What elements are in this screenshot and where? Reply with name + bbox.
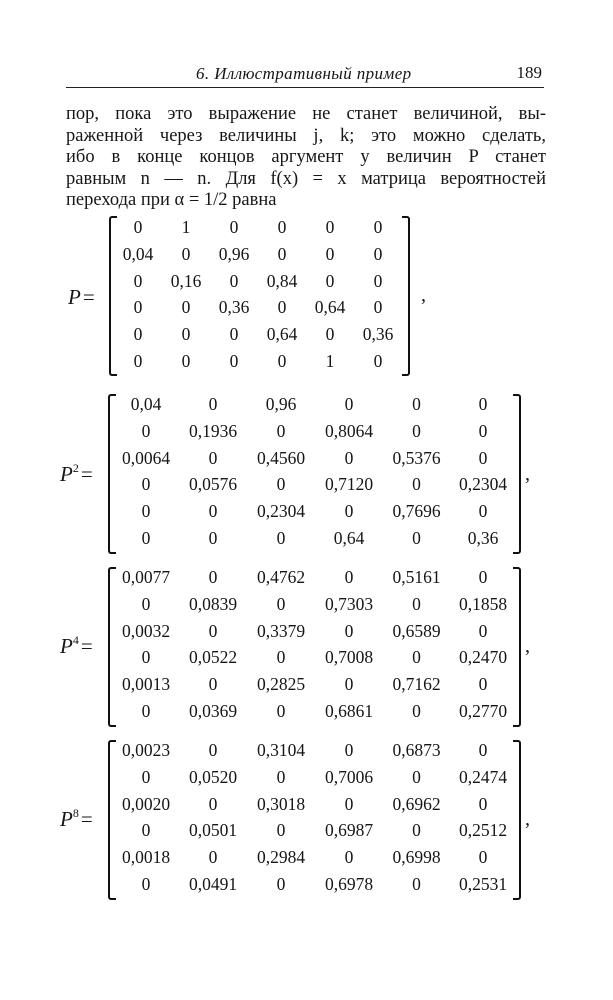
matrix-cell: 0,64 <box>266 324 298 345</box>
page-number: 189 <box>516 63 542 82</box>
matrix-cell: 0,64 <box>333 527 365 548</box>
matrix-cell: 0 <box>478 793 488 814</box>
matrix-cell: 0,0018 <box>121 847 171 868</box>
text-line: равным n — n. Для f(x) = x матрица вероятностей <box>66 168 546 189</box>
matrix-cell: 0,96 <box>218 243 250 264</box>
matrix-label: $P^2=$ <box>60 461 93 486</box>
matrix-cell: 0,6589 <box>392 620 441 641</box>
matrix-cell: 0 <box>141 873 151 894</box>
text-line: перехода при α = 1/2 равна <box>66 190 277 210</box>
running-head <box>66 63 544 88</box>
trailing-comma: , <box>525 463 530 485</box>
matrix-cell: 0 <box>141 474 151 495</box>
matrix-cell: 0 <box>229 324 239 345</box>
matrix-cell: 0,0576 <box>188 474 238 495</box>
matrix-cell: 0 <box>208 501 218 522</box>
matrix-cell: 0,0064 <box>121 447 171 468</box>
matrix-cell: 0,7006 <box>324 766 374 787</box>
matrix-cell: 0 <box>141 820 151 841</box>
matrix-cell: 0 <box>181 350 191 371</box>
trailing-comma: , <box>525 635 530 657</box>
matrix-cell: 0 <box>478 447 488 468</box>
matrix-cell: 0 <box>373 270 383 291</box>
matrix-cell: 0 <box>133 297 143 318</box>
matrix-cell: 0 <box>133 350 143 371</box>
text-line: ибо в конце концов аргумент у величин P станет <box>66 147 546 167</box>
matrix-cell: 0 <box>478 420 488 441</box>
matrix-cell: 0 <box>325 217 335 237</box>
matrix-cell: 0,0501 <box>188 820 238 841</box>
matrix-cell: 0,36 <box>467 527 499 548</box>
matrix-cell: 0 <box>478 620 488 641</box>
matrix-cell: 0,3379 <box>256 620 306 641</box>
matrix-cell: 0,6861 <box>324 700 374 721</box>
matrix-cell: 0 <box>141 420 151 441</box>
matrix-cell: 0 <box>412 474 421 495</box>
matrix-cell: 0 <box>208 740 218 760</box>
matrix-cell: 0 <box>133 270 143 291</box>
matrix-cell: 0 <box>344 567 354 587</box>
matrix-cell: 0,7303 <box>324 593 374 614</box>
matrix-cell: 0 <box>181 297 191 318</box>
matrix-cell: 0 <box>208 447 218 468</box>
matrix-cell: 0 <box>277 297 287 318</box>
matrix-cell: 0,2531 <box>458 873 508 894</box>
matrix-cell: 0,36 <box>218 297 250 318</box>
matrix-cell: 0 <box>208 620 218 641</box>
right-bracket <box>513 394 521 554</box>
matrix-cell: 0 <box>277 243 287 264</box>
matrix-grid <box>113 564 516 725</box>
matrix-cell: 0 <box>208 793 218 814</box>
matrix-cell: 0,0369 <box>188 700 238 721</box>
matrix-grid <box>113 737 516 898</box>
matrix-cell: 0,0013 <box>121 674 171 695</box>
matrix-cell: 0 <box>478 394 488 414</box>
matrix-cell: 0 <box>344 793 354 814</box>
matrix-cell: 0 <box>412 647 421 668</box>
matrix-cell: 0,7120 <box>324 474 374 495</box>
matrix-cell: 0,1936 <box>188 420 238 441</box>
matrix-cell: 0 <box>276 593 286 614</box>
matrix-cell: 0 <box>373 217 383 237</box>
matrix-label: $P^8=$ <box>60 806 93 831</box>
matrix-cell: 0 <box>208 674 218 695</box>
matrix-cell: 0 <box>133 324 143 345</box>
matrix-cell: 0,7696 <box>392 501 441 522</box>
matrix-cell: 0 <box>478 674 488 695</box>
text-line: раженной через величины j, k; это можно сделать, <box>66 125 546 146</box>
right-bracket <box>513 740 521 900</box>
matrix-cell: 0,1858 <box>458 593 508 614</box>
matrix-cell: 0,3018 <box>256 793 306 814</box>
matrix-cell: 0,2770 <box>458 700 508 721</box>
matrix-label: $P^4=$ <box>60 633 93 658</box>
matrix-cell: 0,7162 <box>392 674 441 695</box>
matrix-cell: 0,96 <box>265 394 297 414</box>
matrix-cell: 0,0491 <box>188 873 238 894</box>
matrix-cell: 0,5161 <box>392 567 441 587</box>
matrix-cell: 0 <box>325 270 335 291</box>
matrix-cell: 0,16 <box>170 270 202 291</box>
matrix-cell: 0 <box>478 501 488 522</box>
matrix-cell: 0,2474 <box>458 766 508 787</box>
matrix-cell: 0,2304 <box>458 474 508 495</box>
matrix-cell: 1 <box>181 217 191 237</box>
matrix-cell: 0 <box>412 873 421 894</box>
matrix-cell: 0 <box>412 700 421 721</box>
matrix-cell: 0,6998 <box>392 847 441 868</box>
matrix-cell: 0,0520 <box>188 766 238 787</box>
trailing-comma: , <box>525 808 530 830</box>
matrix-cell: 0 <box>276 700 286 721</box>
matrix-cell: 0 <box>412 593 421 614</box>
matrix-cell: 0 <box>276 420 286 441</box>
matrix-cell: 0 <box>478 847 488 868</box>
matrix-cell: 0,4762 <box>256 567 306 587</box>
matrix-cell: 0,2512 <box>458 820 508 841</box>
matrix-cell: 0 <box>478 567 488 587</box>
matrix-cell: 0,6987 <box>324 820 374 841</box>
matrix-cell: 0 <box>181 324 191 345</box>
matrix-cell: 0,04 <box>130 394 162 414</box>
matrix-cell: 0 <box>344 394 354 414</box>
matrix-cell: 0 <box>277 350 287 371</box>
matrix-cell: 0 <box>276 527 286 548</box>
matrix-cell: 0,0839 <box>188 593 238 614</box>
matrix-cell: 0,04 <box>122 243 154 264</box>
matrix-cell: 0 <box>141 647 151 668</box>
matrix-cell: 0,6873 <box>392 740 441 760</box>
matrix-cell: 0 <box>141 700 151 721</box>
matrix-cell: 0,84 <box>266 270 298 291</box>
matrix-cell: 0,8064 <box>324 420 374 441</box>
matrix-cell: 0 <box>141 527 151 548</box>
trailing-comma: , <box>421 284 426 306</box>
matrix-cell: 0 <box>229 217 239 237</box>
matrix-cell: 0 <box>412 766 421 787</box>
right-bracket <box>513 567 521 727</box>
matrix-cell: 0 <box>344 447 354 468</box>
matrix-cell: 0,6962 <box>392 793 441 814</box>
matrix-cell: 0 <box>208 567 218 587</box>
matrix-cell: 0,64 <box>314 297 346 318</box>
matrix-cell: 0 <box>181 243 191 264</box>
matrix-cell: 0 <box>325 243 335 264</box>
matrix-cell: 0,2984 <box>256 847 306 868</box>
matrix-label: P= <box>68 285 95 309</box>
matrix-cell: 0 <box>344 501 354 522</box>
matrix-cell: 0,5376 <box>392 447 441 468</box>
matrix-cell: 0 <box>373 297 383 318</box>
matrix-cell: 0,2304 <box>256 501 306 522</box>
matrix-cell: 0 <box>229 350 239 371</box>
matrix-grid <box>114 214 402 375</box>
matrix-cell: 0 <box>373 350 383 371</box>
matrix-cell: 0 <box>141 501 151 522</box>
matrix-cell: 0 <box>344 740 354 760</box>
matrix-cell: 0 <box>325 324 335 345</box>
matrix-cell: 0 <box>276 647 286 668</box>
matrix-cell: 0 <box>373 243 383 264</box>
matrix-cell: 0 <box>412 420 421 441</box>
matrix-cell: 0 <box>412 820 421 841</box>
matrix-cell: 0,6978 <box>324 873 374 894</box>
matrix-cell: 0,0023 <box>121 740 171 760</box>
matrix-cell: 1 <box>325 350 335 371</box>
matrix-cell: 0 <box>344 847 354 868</box>
right-bracket <box>402 216 410 376</box>
matrix-cell: 0 <box>276 820 286 841</box>
matrix-cell: 0 <box>344 674 354 695</box>
matrix-grid <box>113 391 516 552</box>
matrix-cell: 0 <box>229 270 239 291</box>
matrix-cell: 0,7008 <box>324 647 374 668</box>
matrix-cell: 0,36 <box>362 324 394 345</box>
matrix-cell: 0 <box>276 873 286 894</box>
matrix-cell: 0 <box>478 740 488 760</box>
matrix-cell: 0 <box>141 593 151 614</box>
matrix-cell: 0 <box>141 766 151 787</box>
matrix-cell: 0,0077 <box>121 567 171 587</box>
matrix-cell: 0 <box>277 217 287 237</box>
matrix-cell: 0,0032 <box>121 620 171 641</box>
matrix-cell: 0 <box>208 847 218 868</box>
paragraph <box>66 104 546 212</box>
text-line: пор, пока это выражение не станет величиной, вы- <box>66 104 546 124</box>
matrix-cell: 0 <box>208 527 218 548</box>
matrix-cell: 0 <box>412 527 421 548</box>
matrix-cell: 0 <box>412 394 421 414</box>
matrix-cell: 0 <box>276 474 286 495</box>
matrix-cell: 0,0522 <box>188 647 238 668</box>
matrix-cell: 0,4560 <box>256 447 306 468</box>
matrix-cell: 0 <box>344 620 354 641</box>
matrix-cell: 0 <box>133 217 143 237</box>
matrix-cell: 0 <box>208 394 218 414</box>
matrix-cell: 0,2825 <box>256 674 306 695</box>
matrix-cell: 0,2470 <box>458 647 508 668</box>
matrix-cell: 0,3104 <box>256 740 306 760</box>
running-title: 6. Иллюстративный пример <box>196 64 412 83</box>
matrix-cell: 0,0020 <box>121 793 171 814</box>
matrix-cell: 0 <box>276 766 286 787</box>
